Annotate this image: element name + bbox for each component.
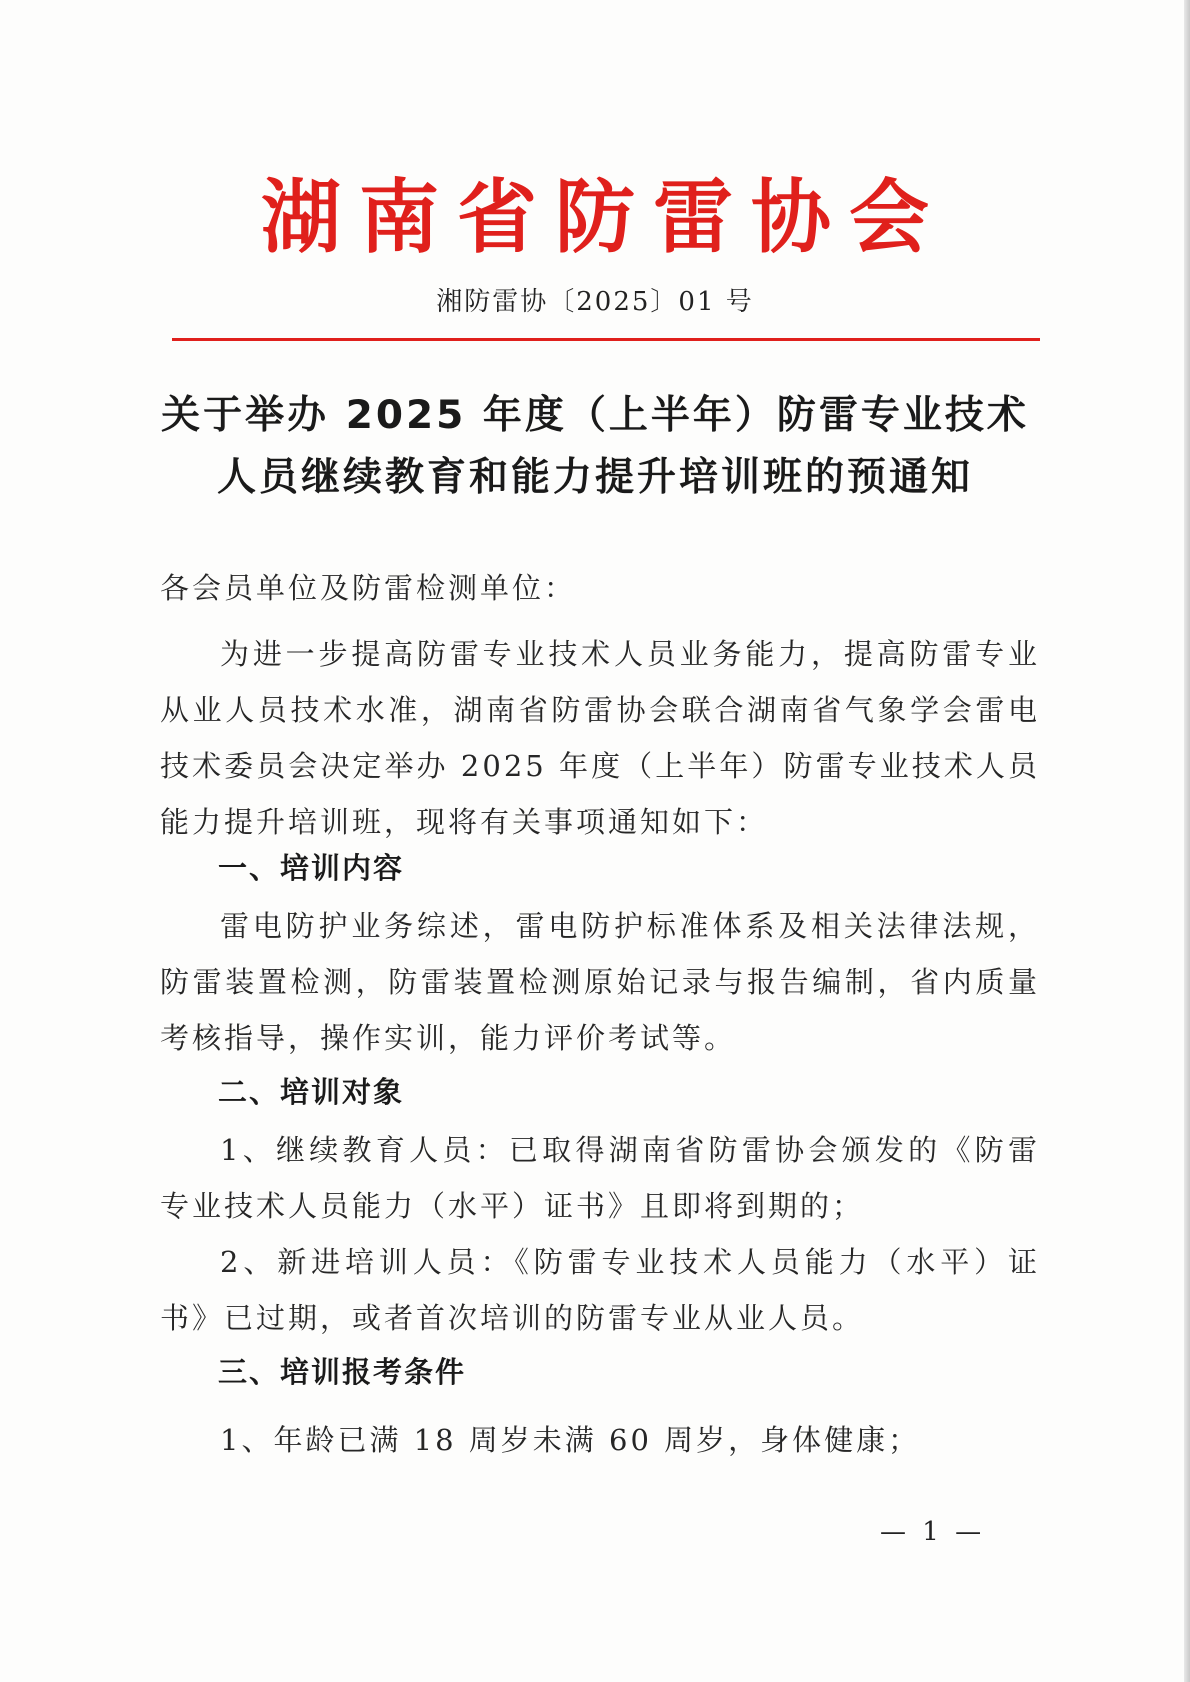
page-number: — 1 — xyxy=(880,1517,986,1547)
red-divider-line xyxy=(172,338,1040,341)
document-number: 湘防雷协〔2025〕01 号 xyxy=(436,287,754,317)
section-2-item-1: 1、继续教育人员：已取得湖南省防雷协会颁发的《防雷专业技术人员能力（水平）证书》且即将到期的； xyxy=(160,1133,1040,1223)
section-3-item-1: 1、年龄已满 18 周岁未满 60 周岁，身体健康； xyxy=(220,1423,921,1457)
section-2-item-2: 2、新进培训人员：《防雷专业技术人员能力（水平）证书》已过期，或者首次培训的防雷专业从业人员。 xyxy=(160,1245,1040,1335)
salutation: 各会员单位及防雷检测单位： xyxy=(160,571,577,605)
notice-title-line-2: 人员继续教育和能力提升培训班的预通知 xyxy=(216,455,973,500)
notice-title-line-1: 关于举办 2025 年度（上半年）防雷专业技术 xyxy=(161,393,1029,438)
notice-title xyxy=(150,385,1040,509)
intro-paragraph: 为进一步提高防雷专业技术人员业务能力，提高防雷专业从业人员技术水准，湖南省防雷协会联合湖南省气象学会雷电技术委员会决定举办 2025 年度（上半年）防雷专业技术人员能力提升培训班，现将有关事项通知如下： xyxy=(160,637,1040,839)
org-header-title: 湖南省防雷协会 xyxy=(261,171,947,264)
section-3-heading: 三、培训报考条件 xyxy=(218,1355,467,1389)
section-2-heading: 二、培训对象 xyxy=(218,1075,405,1109)
section-1-paragraph: 雷电防护业务综述，雷电防护标准体系及相关法律法规，防雷装置检测，防雷装置检测原始记录与报告编制，省内质量考核指导，操作实训，能力评价考试等。 xyxy=(160,909,1040,1055)
section-1-heading: 一、培训内容 xyxy=(218,851,405,885)
